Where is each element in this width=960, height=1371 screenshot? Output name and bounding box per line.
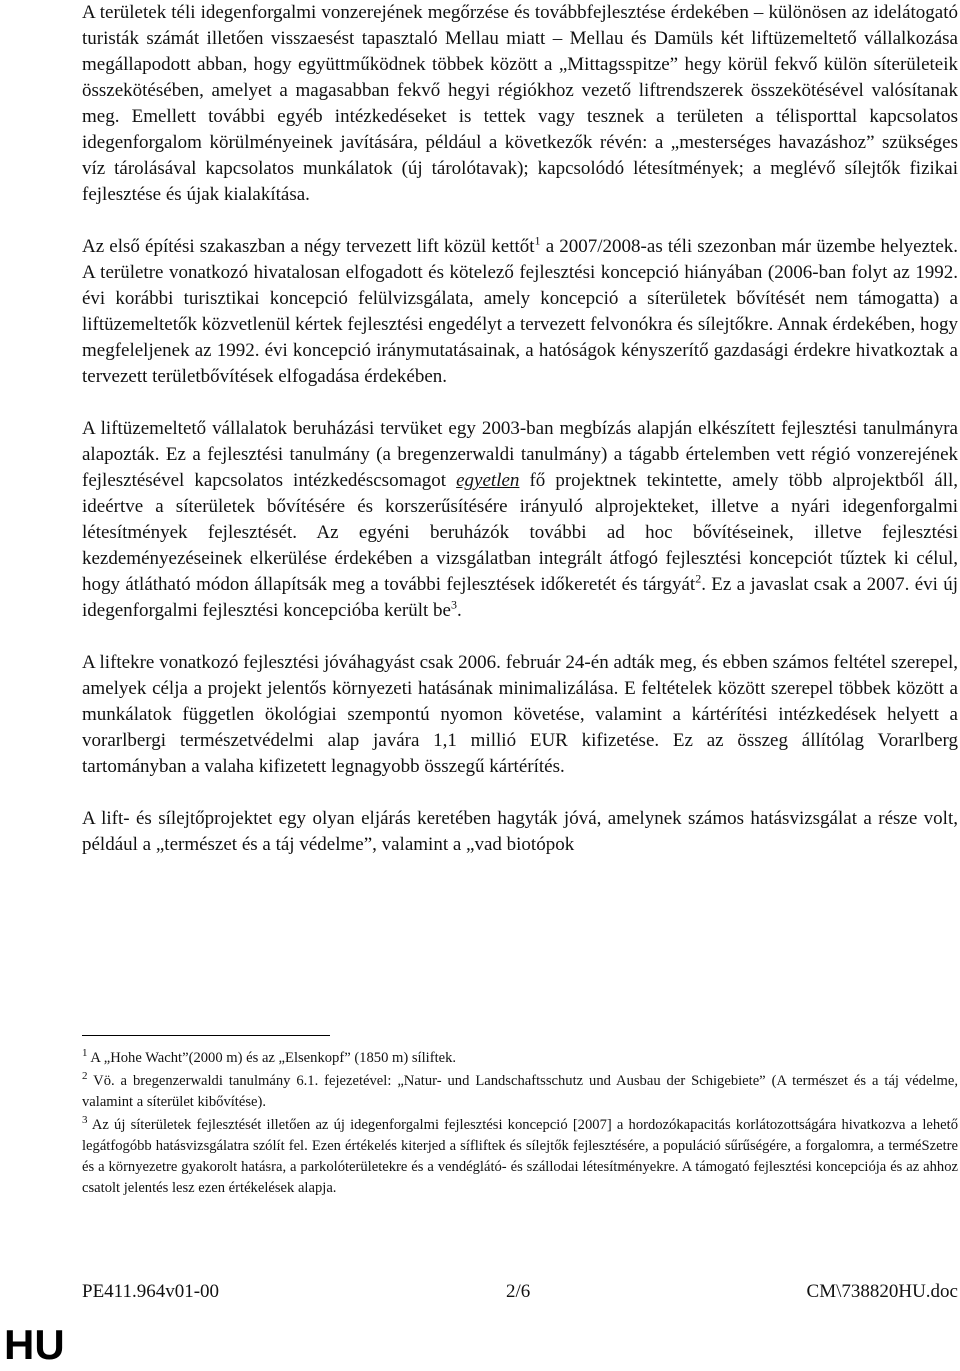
underlined-word: egyetlen — [456, 470, 520, 491]
paragraph-2-part-b: a 2007/2008-as téli szezonban már üzembe helyeztek. A területre vonatkozó hivatalosan elfogadott és kötelező fejlesztési koncepció hiányában (2006-ban folyt az 1992. évi korábbi turisztikai koncepció felülvizsgálata, amely koncepció a síterületek bővítését nem támogatta) a liftüzemeltetők közvetlenül kértek fejlesztési engedélyt a tervezett felvonókra és sílejtőkre. Annak érdekében, hogy megfeleljenek az 1992. évi koncepció iránymutatásainak, a hatóságok kényszerítő gazdasági érdekre hivatkoztak a tervezett területbővítések elfogadása érdekében. — [82, 236, 958, 387]
footnote-separator — [82, 1035, 330, 1036]
paragraph-3 — [82, 416, 958, 624]
paragraph-4: A liftekre vonatkozó fejlesztési jóváhagyást csak 2006. február 24-én adták meg, és ebben számos feltétel szerepel, amelyek célja a projekt jelentős környezeti hatásának minimalizálása. E feltételek között szerepel többek között a munkálatok független ökológiai szempontú nyomon követése, valamint a kártérítési intézkedések helyett a vorarlbergi természetvédelmi alap javára 1,1 millió EUR kifizetése. Ez az összeg állítólag Vorarlberg tartományban a valaha kifizetett legnagyobb összegű kártérítés. — [82, 652, 958, 777]
footnote-1 — [82, 1048, 958, 1069]
body-text — [82, 0, 958, 884]
paragraph-5: A lift- és sílejtőprojektet egy olyan eljárás keretében hagyták jóvá, amelynek számos hatásvizsgálat a része volt, például a „természet és a táj védelme”, valamint a „vad biotópok — [82, 808, 958, 855]
document-reference: PE411.964v01-00 — [82, 1281, 220, 1302]
footnote-3-text: Az új síterületek fejlesztését illetően az új idegenforgalmi fejlesztési koncepció [2007] a hordozókapacitás korlátozottságára hivatkozva a lehető legátfogóbb hatásvizsgálatra szólít fel. Ezen értékelés kiterjed a sífliftek és sílejtők fejlesztésére, a populáció sűrűségére, a forgalomra, a terméSzetre és a környezetre gyakorolt hatásra, a parkolóterületekre és a vendéglátó- és szállodai létesítményekre. A támogató fejlesztési koncepciója és az ahhoz csatolt jelentés lesz ezen értékelések alapja. — [82, 1117, 958, 1196]
footnote-ref-2: 2 — [695, 571, 702, 586]
footnote-ref-1: 1 — [534, 233, 541, 248]
paragraph-1: A területek téli idegenforgalmi vonzerejének megőrzése és továbbfejlesztése érdekében – különösen az idelátogató turisták számát illetően visszaesést tapasztaló Mellau miatt – Mellau és Damüls két liftüzemeltető vállalkozása megállapodott abban, hogy együttműködnek többek között a „Mittagsspitze” hegy körül fekvő külön síterületeik összekötésében, amelyet a magasabban fekvő hegyi régiókhoz vezető liftrendszerek összekötésével valósítanak meg. Emellett további egyéb intézkedéseket is tettek vagy tesznek a területen a télisporttal kapcsolatos idegenforgalom körülményeinek javítására, például a következők révén: a „mesterséges havazáshoz” szükséges víz tárolásával kapcsolatos munkálatok (új tárolótavak); kapcsolódó létesítmények; a meglévő sílejtők fizikai fejlesztése és újak kialakítása. — [82, 2, 958, 205]
footnotes — [82, 1048, 958, 1201]
footnote-2-text: Vö. a bregenzerwaldi tanulmány 6.1. fejezetével: „Natur- und Landschaftsschutz und Ausbau der Schigebiete” (A természet és a táj védelme, valamint a síterület kibővítése). — [82, 1073, 958, 1110]
language-code: HU — [4, 1321, 65, 1368]
page-footer — [82, 1281, 958, 1305]
footnote-3 — [82, 1115, 958, 1199]
paragraph-3-part-a: A liftüzemeltető vállalatok beruházási tervüket egy 2003-ban megbízás alapján elkészített fejlesztési tanulmányra alapozták. Ez a fejlesztési tanulmány (a bregenzerwaldi tanulmány) a tágabb értelemben vett régió vonzerejének fejlesztésével kapcsolatos intézkedéscsomagot — [82, 418, 958, 491]
footnote-3-number: 3 — [82, 1114, 88, 1127]
footnote-2 — [82, 1071, 958, 1113]
paragraph-3-part-b: fő projektnek tekintette, amely több alprojektből áll, ideértve a síterületek bővítésére és korszerűsítésére irányuló alprojekteket, illetve a nyári idegenforgalmi létesítmények fejlesztését. Az egyéni beruházók további ad hoc bővítéseinek, illetve fejlesztési kezdeményezéseinek elkerülése érdekében a vizsgálatban integrált átfogó fejlesztési koncepciót tűztek ki célul, hogy átlátható módon állapítsák meg a további fejlesztések időkeretét és tárgyát — [82, 470, 958, 595]
footnote-ref-3: 3 — [450, 597, 457, 612]
file-name: CM\738820HU.doc — [806, 1281, 958, 1302]
paragraph-2-part-a: Az első építési szakaszban a négy tervezett lift közül kettőt — [82, 236, 535, 257]
footnote-2-number: 2 — [82, 1070, 88, 1083]
footnote-1-number: 1 — [82, 1047, 88, 1060]
footnote-1-text: A „Hohe Wacht”(2000 m) és az „Elsenkopf” (1850 m) síliftek. — [87, 1050, 457, 1066]
paragraph-3-part-c: . Ez a javaslat csak a 2007. évi új idegenforgalmi fejlesztési koncepcióba került be — [82, 574, 959, 621]
page-number: 2/6 — [506, 1281, 531, 1302]
paragraph-2 — [82, 234, 958, 390]
paragraph-3-part-d: . — [456, 600, 462, 621]
